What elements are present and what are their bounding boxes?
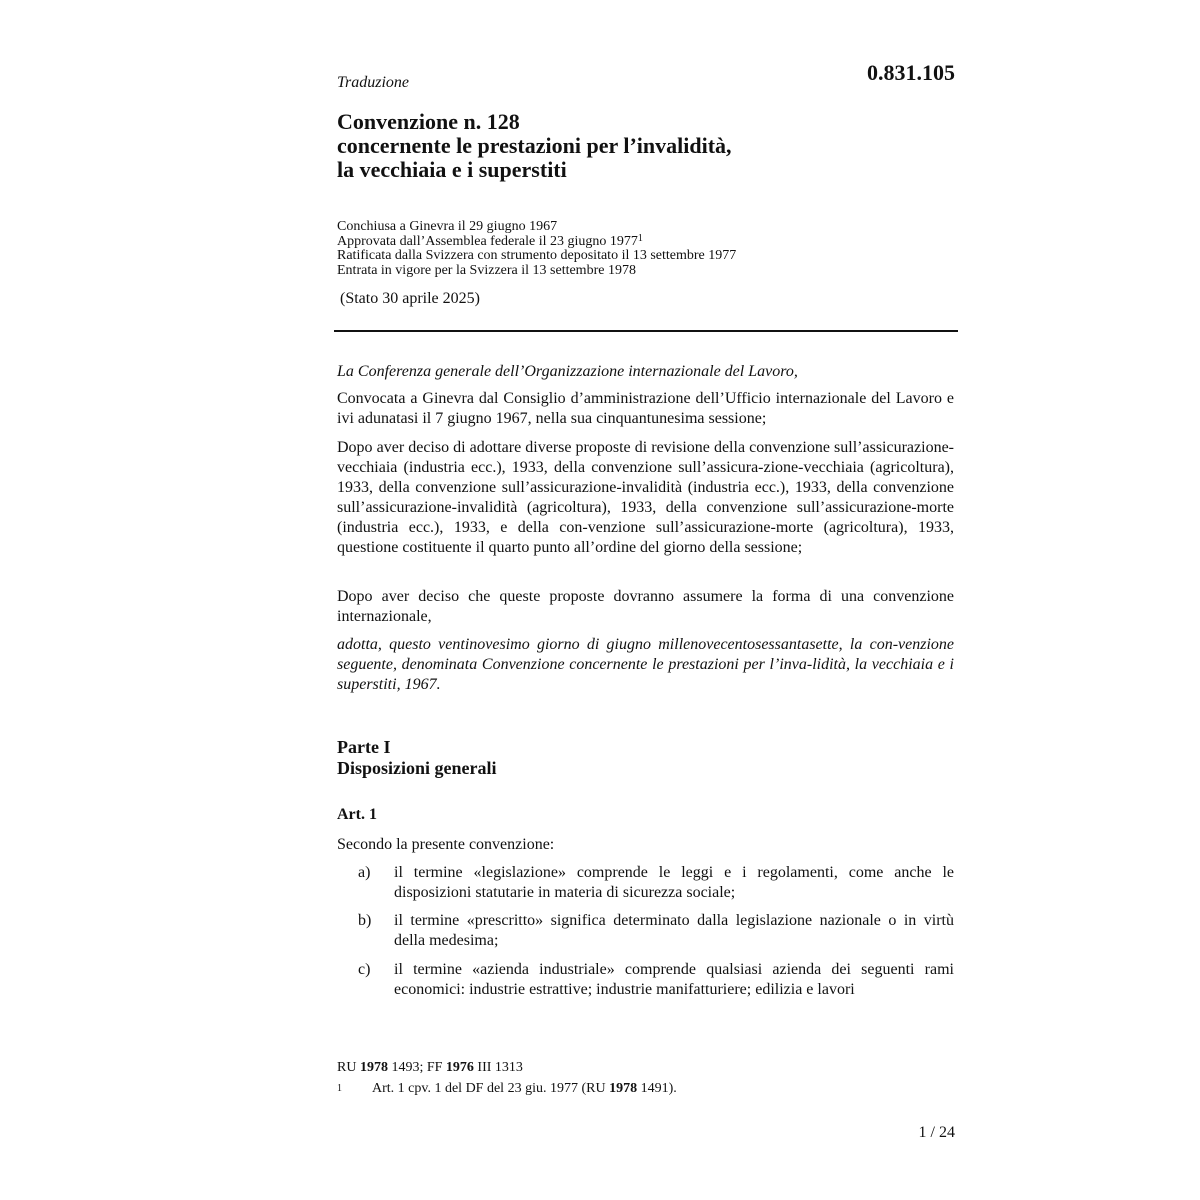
source-reference: RU 1978 1493; FF 1976 III 1313: [337, 1060, 523, 1075]
footnote-text: Art. 1 cpv. 1 del DF del 23 giu. 1977 (RU 1978 1491).: [372, 1081, 677, 1096]
list-item-text: il termine «azienda industriale» comprende qualsiasi azienda dei seguenti rami economici: industrie estrattive; industrie manifatturiere; edilizia e lavori: [394, 961, 954, 998]
status-date: (Stato 30 aprile 2025): [340, 290, 480, 307]
preamble-convened: Convocata a Ginevra dal Consiglio d’amministrazione dell’Ufficio internazionale del Lavoro e ivi adunatasi il 7 giugno 1967, nella sua cinquantunesima sessione;: [337, 390, 954, 427]
preamble-conference: La Conferenza generale dell’Organizzazione internazionale del Lavoro,: [337, 363, 798, 380]
title-divider: [334, 330, 958, 332]
meta-approved: Approvata dall’Assemblea federale il 23 giugno 1977: [337, 233, 638, 249]
list-item-text: il termine «prescritto» significa determinato dalla legislazione nazionale o in virtù della medesima;: [394, 912, 954, 949]
title-line-3: la vecchiaia e i superstiti: [337, 157, 567, 182]
part-title: Disposizioni generali: [337, 758, 497, 778]
meta-ratified: Ratificata dalla Svizzera con strumento depositato il 13 settembre 1977: [337, 248, 737, 263]
sr-number: 0.831.105: [867, 60, 955, 85]
document-meta: [337, 220, 957, 278]
footnote-ref-1[interactable]: 1: [637, 232, 643, 244]
part-number: Parte I: [337, 737, 391, 757]
article-heading: Art. 1: [337, 806, 377, 823]
article-intro: Secondo la presente convenzione:: [337, 836, 555, 853]
meta-concluded: Conchiusa a Ginevra il 29 giugno 1967: [337, 219, 558, 234]
list-item-text: il termine «legislazione» comprende le leggi e i regolamenti, come anche le disposizioni statutarie in materia di sicurezza sociale;: [394, 864, 954, 901]
part-heading: [337, 737, 497, 779]
page-number: 1 / 24: [918, 1124, 955, 1141]
list-item-letter: a): [358, 864, 371, 881]
footnote-1: [337, 1080, 954, 1098]
meta-in-force: Entrata in vigore per la Svizzera il 13 settembre 1978: [337, 262, 636, 278]
meta-approved-line: [337, 232, 957, 250]
preamble-form: Dopo aver deciso che queste proposte dovranno assumere la forma di una convenzione internazionale,: [337, 588, 954, 625]
preamble-revision: Dopo aver deciso di adottare diverse proposte di revisione della convenzione sull’assicurazione-vecchiaia (industria ecc.), 1933, della convenzione sull’assicura-zione-vecchiaia (agricoltura), 1933, della convenzione sull’assicurazione-invalidità (industria ecc.), 1933, della convenzione sull’assicurazione-invalidità (agricoltura), 1933, della convenzione sull’assicurazione-morte (industria ecc.), 1933, e della con-venzione sull’assicurazione-morte (agricoltura), 1933, questione costituente il quarto punto all’ordine del giorno della sessione;: [337, 439, 954, 556]
translation-label: Traduzione: [337, 74, 410, 91]
title-line-1: Convenzione n. 128: [337, 109, 520, 134]
preamble-adoption: adotta, questo ventinovesimo giorno di giugno millenovecentosessantasette, la con-venzione seguente, denominata Convenzione concernente le prestazioni per l’inva-lidità, la vecchiaia e i superstiti, 1967.: [337, 636, 954, 693]
footnote-number: 1: [337, 1083, 342, 1094]
list-item-letter: b): [358, 912, 372, 929]
list-item-letter: c): [358, 961, 371, 978]
title-line-2: concernente le prestazioni per l’invalidità,: [337, 133, 732, 158]
document-title: [337, 110, 957, 182]
